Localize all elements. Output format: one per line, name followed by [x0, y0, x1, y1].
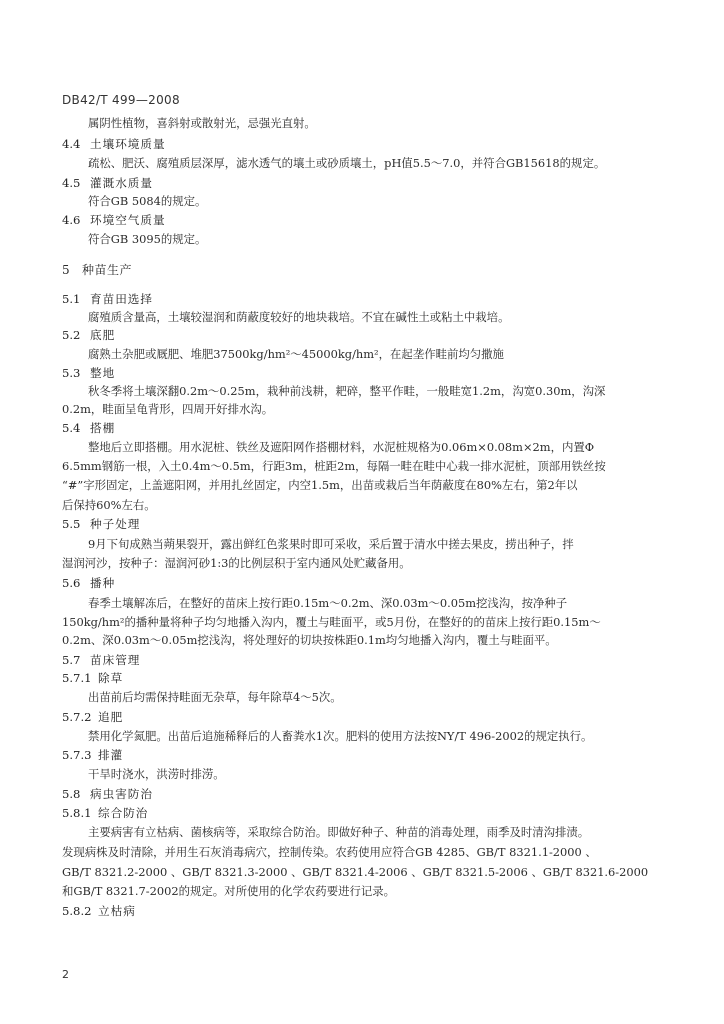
paragraph-line: 6.5mm钢筋一根，入土0.4m～0.5m，行距3m，桩距2m，每隔一畦在畦中心栽一排水泥桩，顶部用铁丝按 — [62, 459, 606, 473]
paragraph-line: 和GB/T 8321.7-2002的规定。对所使用的化学农药要进行记录。 — [62, 884, 396, 898]
section-heading-5-8-2: 5.8.2 立枯病 — [62, 904, 136, 918]
section-heading-4-6: 4.6 环境空气质量 — [62, 213, 166, 227]
paragraph-line: 腐熟土杂肥或厩肥、堆肥37500kg/hm²～45000kg/hm²，在起垄作畦前均匀撒施 — [88, 347, 504, 361]
paragraph-line: 腐殖质含量高，土壤较湿润和荫蔽度较好的地块栽培。不宜在碱性土或粘土中栽培。 — [88, 310, 510, 324]
paragraph-line: 主要病害有立枯病、菌核病等，采取综合防治。即做好种子、种苗的消毒处理，雨季及时清沟排渍。 — [88, 825, 590, 839]
paragraph-line: 整地后立即搭棚。用水泥桩、铁丝及遮阳网作搭棚材料，水泥桩规格为0.06m×0.08m×2m，内置Φ — [88, 440, 595, 454]
section-heading-5-1: 5.1 育苗田选择 — [62, 292, 153, 306]
section-heading-5-3: 5.3 整地 — [62, 366, 116, 380]
section-heading-5-8: 5.8 病虫害防治 — [62, 787, 153, 801]
paragraph-line: GB/T 8321.2-2000 、GB/T 8321.3-2000 、GB/T 8321.4-2006 、GB/T 8321.5-2006 、GB/T 8321.6-2000 — [62, 865, 649, 879]
section-heading-4-4: 4.4 土壤环境质量 — [62, 137, 166, 151]
section-heading-5-5: 5.5 种子处理 — [62, 517, 141, 531]
section-heading-5-7-1: 5.7.1 除草 — [62, 671, 124, 685]
paragraph-line: 属阴性植物，喜斜射或散射光，忌强光直射。 — [88, 116, 316, 130]
paragraph-line: 发现病株及时清除，并用生石灰消毒病穴，控制传染。农药使用应符合GB 4285、GB/T 8321.1-2000 、 — [62, 845, 597, 859]
paragraph-line: 疏松、肥沃、腐殖质层深厚，滤水透气的壤土或砂质壤土，pH值5.5～7.0，并符合GB15618的规定。 — [88, 156, 606, 170]
paragraph-line: 干旱时浇水，洪涝时排涝。 — [88, 767, 225, 781]
paragraph-line: 0.2m，畦面呈龟背形，四周开好排水沟。 — [62, 402, 274, 416]
section-heading-4-5: 4.5 灌溉水质量 — [62, 176, 153, 190]
paragraph-line: 后保持60%左右。 — [62, 498, 156, 512]
paragraph-line: 150kg/hm²的播种量将种子均匀地播入沟内，覆土与畦面平，或5月份，在整好的的苗床上按行距0.15m～ — [62, 615, 601, 629]
paragraph-line: 0.2m、深0.03m～0.05m挖浅沟，将处理好的切块按株距0.1m均匀地播入沟内，覆土与畦面平。 — [62, 633, 557, 647]
section-heading-5-7-3: 5.7.3 排灌 — [62, 748, 124, 762]
paragraph-line: 符合GB 5084的规定。 — [88, 194, 207, 208]
section-heading-5-7: 5.7 苗床管理 — [62, 653, 141, 667]
standard-code-header: DB42/T 499—2008 — [62, 93, 180, 107]
paragraph-line: 秋冬季将土壤深翻0.2m～0.25m，栽种前浅耕，耙碎，整平作畦，一般畦宽1.2m，沟宽0.30m，沟深 — [88, 384, 606, 398]
paragraph-line: 春季土壤解冻后，在整好的苗床上按行距0.15m～0.2m、深0.03m～0.05m挖浅沟，按净种子 — [88, 596, 568, 610]
paragraph-line: “#”字形固定，上盖遮阳网，并用扎丝固定，内空1.5m，出苗或栽后当年荫蔽度在80%左右，第2年以 — [62, 478, 578, 492]
section-heading-5-4: 5.4 搭棚 — [62, 421, 116, 435]
page-number: 2 — [62, 968, 69, 981]
paragraph-line: 湿润河沙，按种子：湿润河砂1:3的比例层积于室内通风处贮藏备用。 — [62, 556, 411, 570]
paragraph-line: 禁用化学氮肥。出苗后追施稀释后的人畜粪水1次。肥料的使用方法按NY/T 496-2002的规定执行。 — [88, 729, 593, 743]
section-heading-5-2: 5.2 底肥 — [62, 328, 116, 342]
section-heading-5-6: 5.6 播种 — [62, 576, 116, 590]
paragraph-line: 出苗前后均需保持畦面无杂草，每年除草4～5次。 — [88, 690, 342, 704]
paragraph-line: 9月下旬成熟当蒴果裂开，露出鲜红色浆果时即可采收，采后置于清水中搓去果皮，捞出种子，拌 — [88, 537, 574, 551]
paragraph-line: 符合GB 3095的规定。 — [88, 232, 207, 246]
section-heading-5-7-2: 5.7.2 追肥 — [62, 710, 124, 724]
chapter-heading-5: 5 种苗生产 — [62, 263, 133, 277]
section-heading-5-8-1: 5.8.1 综合防治 — [62, 806, 149, 820]
